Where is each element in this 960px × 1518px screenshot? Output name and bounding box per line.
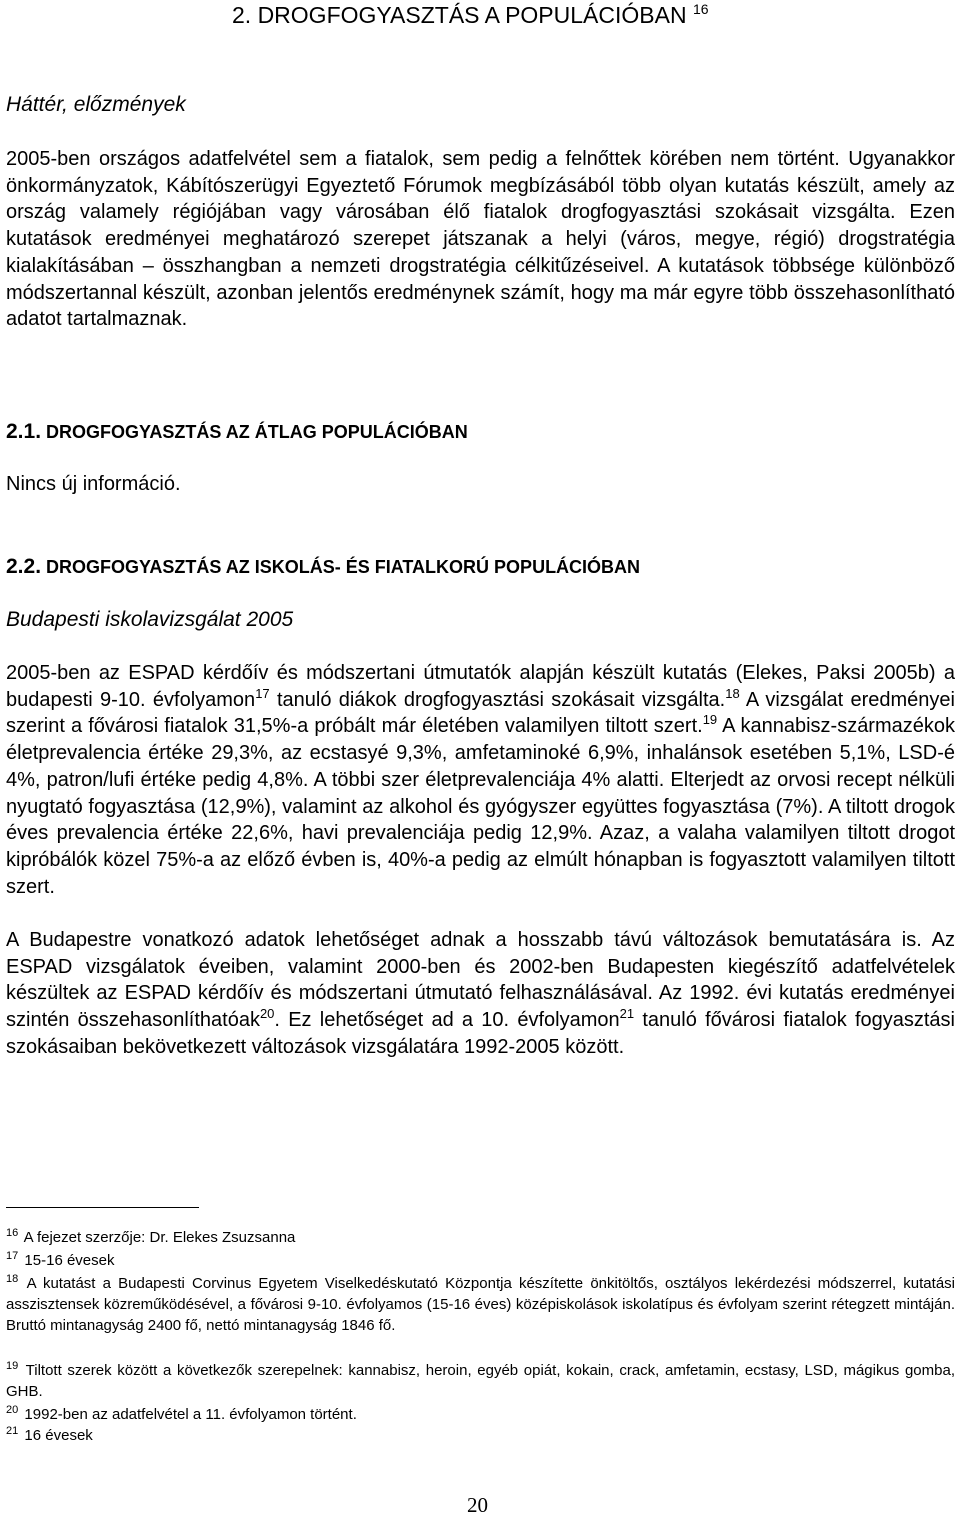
section-2-1-heading: [6, 420, 468, 444]
footnote-text: A fejezet szerzője: Dr. Elekes Zsuzsanna: [23, 1229, 296, 1246]
page-number: 20: [467, 1493, 488, 1517]
footnote-number: 18: [6, 1273, 19, 1285]
section-2-1-number: 2.1.: [6, 420, 42, 443]
chapter-title-text: 2. DROGFOGYASZTÁS A POPULÁCIÓBAN: [232, 2, 687, 28]
footnote-ref-17[interactable]: 17: [255, 685, 270, 701]
footnote-ref-16[interactable]: 16: [692, 1, 709, 17]
budapest-study-paragraph-2: [6, 927, 955, 1061]
footnote-19: [6, 1360, 955, 1402]
footnote-16: [6, 1227, 955, 1248]
footnote-number: 21: [6, 1425, 19, 1437]
budapest-study-heading: Budapesti iskolavizsgálat 2005: [6, 608, 294, 631]
footnote-text: 1992-ben az adatfelvétel a 11. évfolyamon történt.: [24, 1406, 357, 1423]
para1-text-1: 2005-ben az ESPAD kérdőív és módszertani útmutatók alapján készült kutatás (Elekes, Paksi 2005b) a budapesti 9-10. évfolyamon: [6, 662, 955, 711]
section-2-2-title: DROGFOGYASZTÁS AZ ISKOLÁS- ÉS FIATALKORÚ POPULÁCIÓBAN: [46, 557, 641, 577]
section-2-2-number: 2.2.: [6, 555, 42, 578]
footnote-number: 16: [6, 1227, 19, 1239]
footnote-number: 20: [6, 1404, 19, 1416]
footnote-ref-19[interactable]: 19: [702, 712, 718, 728]
footnote-number: 17: [6, 1250, 19, 1262]
footnote-17: [6, 1250, 955, 1271]
background-paragraph: 2005-ben országos adatfelvétel sem a fiatalok, sem pedig a felnőttek körében nem történt. Ugyanakkor önkormányzatok, Kábítószerügyi Egyeztető Fórumok megbízásából több olyan kutatás készült, amely az ország valamely régiójában vagy városában élő fiatalok drogfogyasztási szokásait vizsgálta. Ezen kutatások eredményei meghatározó szerepet játszanak a helyi (város, megye, régió) drogstratégia kialakításában – összhangban a nemzeti drogstratégia célkitűzéseivel. A kutatások többsége különböző módszertannal készült, azonban jelentős eredménynek számít, hogy ma már egyre több összehasonlítható adatot tartalmaznak.: [6, 148, 955, 331]
footnote-20: [6, 1404, 955, 1425]
para1-text-2: tanuló diákok drogfogyasztási szokásait vizsgálta.: [269, 688, 726, 711]
section-2-1-title: DROGFOGYASZTÁS AZ ÁTLAG POPULÁCIÓBAN: [46, 422, 468, 442]
section-2-1-text: Nincs új információ.: [6, 473, 181, 495]
footnote-ref-20[interactable]: 20: [259, 1006, 275, 1022]
para1-text-4: A kannabisz-származékok életprevalencia értéke 29,3%, az ecstasyé 9,3%, amfetaminoké 6,9%, inhalánsok esetében 5,1%, LSD-é 4%, patron/lufi értéke pedig 4,8%. A többi szer életprevalenciája 4% alatti. Elterjedt az orvosi recept nélküli nyugtató fogyasztása (12,9%), valamint az alkohol és gyógyszer együttes fogyasztása (7%). A tiltott drogok éves prevalencia értéke 22,6%, havi prevalenciája pedig 12,9%. Azaz, a valaha valamilyen tiltott drogot kipróbálók közel 75%-a az előző évben is, 40%-a pedig az elmúlt hónapban is fogyasztott valamilyen tiltott szert.: [6, 715, 956, 898]
footnote-separator: [6, 1207, 199, 1208]
footnote-text: A kutatást a Budapesti Corvinus Egyetem Viselkedéskutató Központja készítette önkitöltős, osztályos lekérdezési módszerrel, kutatási asszisztensek közreműködésével, a fővárosi 9-10. évfolyamos (15-16 éves) középiskolások iskolatípus és évfolyam szerint rétegzett mintáján. Bruttó mintanagyság 2400 fő, nettó mintanagyság 1846 fő.: [6, 1275, 955, 1334]
footnote-text: 16 évesek: [24, 1427, 93, 1444]
section-2-2-heading: [6, 555, 640, 579]
footnote-number: 19: [6, 1360, 19, 1372]
footnote-text: Tiltott szerek között a következők szerepelnek: kannabisz, heroin, egyéb opiát, kokain, crack, amfetamin, ecstasy, LSD, mágikus gomba, GHB.: [6, 1362, 955, 1400]
footnote-ref-21[interactable]: 21: [619, 1006, 635, 1022]
footnote-21: [6, 1425, 955, 1446]
footnote-18: [6, 1273, 955, 1336]
chapter-title: [232, 2, 709, 29]
footnote-ref-18[interactable]: 18: [725, 685, 740, 701]
background-heading: Háttér, előzmények: [6, 93, 186, 116]
para2-text-3: tanuló fővárosi fiatalok fogyasztási szokásaiban bekövetkezett változások vizsgálatára 1992-2005 között.: [6, 1009, 955, 1058]
budapest-study-paragraph-1: [6, 660, 955, 900]
footnote-text: 15-16 évesek: [24, 1252, 115, 1269]
para2-text-2: . Ez lehetőséget ad a 10. évfolyamon: [274, 1009, 620, 1032]
para2-text-1: A Budapestre vonatkozó adatok lehetőséget adnak a hosszabb távú változások bemutatására is. Az ESPAD vizsgálatok éveiben, valamint 2000-ben és 2002-ben Budapesten kiegészítő adatfelvételek készültek az ESPAD kérdőív és módszertani útmutató felhasználásával. Az 1992. évi kutatás eredményei szintén összehasonlíthatóak: [6, 929, 955, 1032]
para1-text-3: A vizsgálat eredményei szerint a fővárosi fiatalok 31,5%-a próbált már életében valamilyen tiltott szert.: [6, 688, 955, 738]
